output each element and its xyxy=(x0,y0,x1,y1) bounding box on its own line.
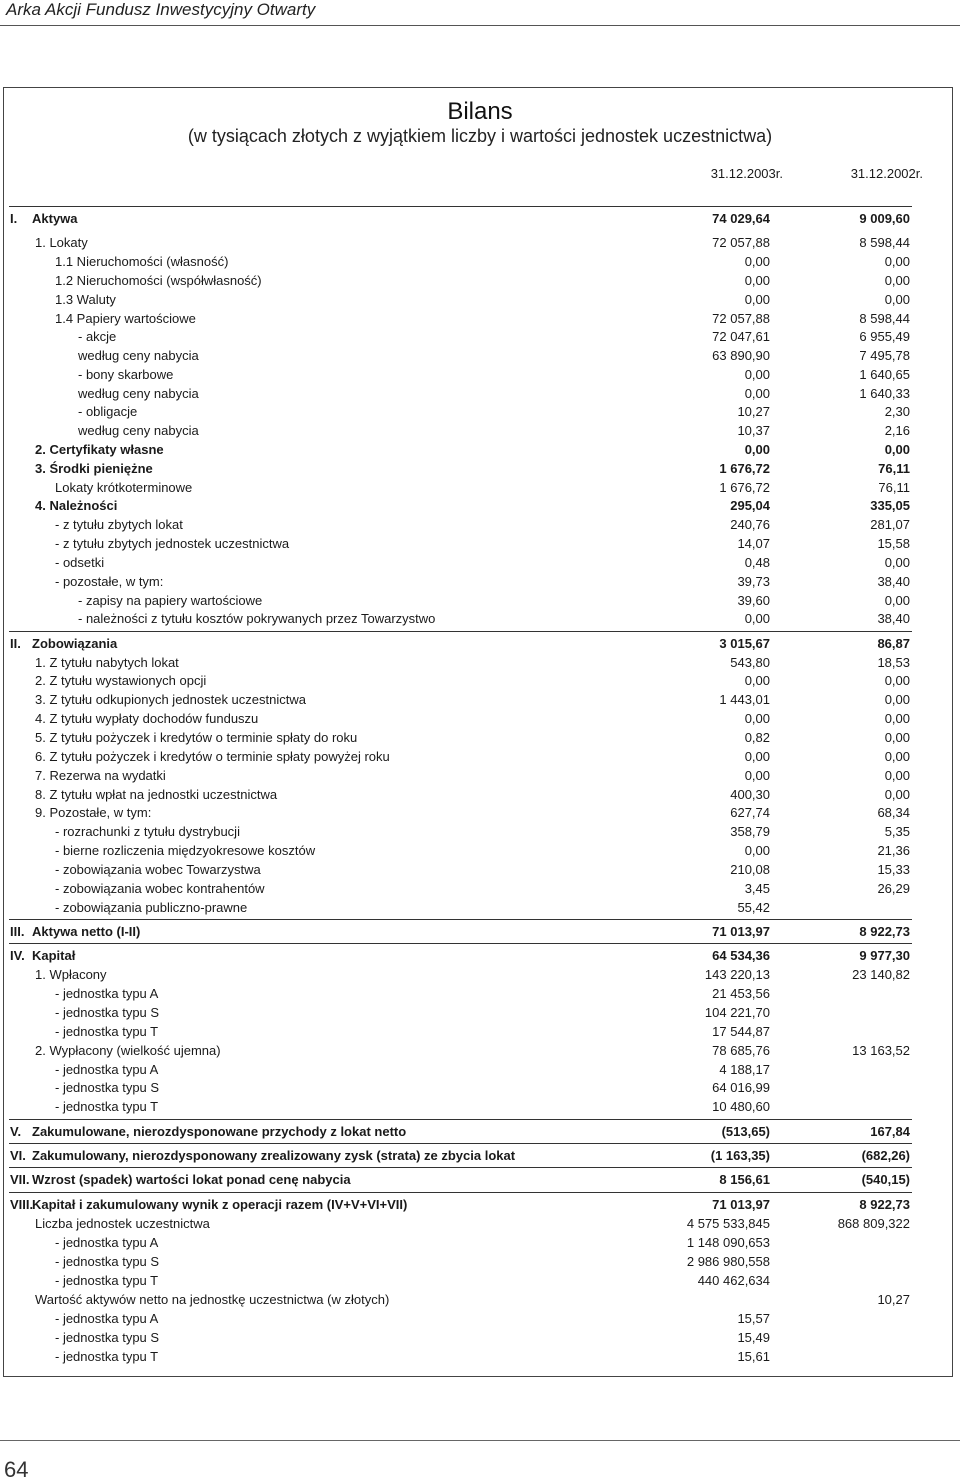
balance-sheet-title: Bilans xyxy=(447,98,513,125)
row-label: - jednostka typu A xyxy=(55,1062,159,1077)
row-value-2002: 0,00 xyxy=(884,254,910,269)
row-value-2003: 400,30 xyxy=(730,787,770,802)
row-value-2003: 71 013,97 xyxy=(712,924,770,939)
table-row xyxy=(0,766,960,785)
row-value-2002: 38,40 xyxy=(877,574,910,589)
table-row xyxy=(0,898,960,917)
table-row xyxy=(0,1170,960,1189)
row-value-2003: 143 220,13 xyxy=(704,967,770,982)
row-value-2002: 38,40 xyxy=(877,611,910,626)
row-label: Liczba jednostek uczestnictwa xyxy=(35,1216,210,1231)
row-label: - jednostka typu S xyxy=(55,1330,160,1345)
table-row xyxy=(0,534,960,553)
table-row xyxy=(0,1347,960,1366)
row-section-number: I. xyxy=(10,211,18,226)
row-label: - jednostka typu S xyxy=(55,1254,160,1269)
row-label: - zobowiązania wobec kontrahentów xyxy=(55,881,265,896)
row-value-2002: 281,07 xyxy=(870,517,910,532)
section-divider xyxy=(9,631,912,632)
row-value-2002: 0,00 xyxy=(884,555,910,570)
table-row xyxy=(0,1078,960,1097)
section-divider xyxy=(9,943,912,944)
table-row xyxy=(0,1252,960,1271)
footer-divider xyxy=(0,1440,960,1441)
row-value-2002: 0,00 xyxy=(884,692,910,707)
row-value-2003: 0,00 xyxy=(744,843,770,858)
table-row xyxy=(0,634,960,653)
row-value-2003: 55,42 xyxy=(737,900,770,915)
table-row xyxy=(0,728,960,747)
row-value-2002: 68,34 xyxy=(877,805,910,820)
table-row xyxy=(0,496,960,515)
header-divider xyxy=(0,25,960,26)
row-value-2003: 0,00 xyxy=(744,611,770,626)
row-value-2002: 167,84 xyxy=(870,1124,910,1139)
row-value-2002: (540,15) xyxy=(861,1172,910,1187)
table-row xyxy=(0,946,960,965)
section-divider xyxy=(9,1143,912,1144)
table-row xyxy=(0,785,960,804)
table-row xyxy=(0,290,960,309)
table-row xyxy=(0,515,960,534)
row-value-2002: 1 640,65 xyxy=(859,367,910,382)
table-row xyxy=(0,1195,960,1214)
table-row xyxy=(0,822,960,841)
table-row xyxy=(0,271,960,290)
row-value-2003: 14,07 xyxy=(737,536,770,551)
table-row xyxy=(0,879,960,898)
row-value-2003: 72 057,88 xyxy=(712,235,770,250)
row-label: - akcje xyxy=(78,329,117,344)
row-value-2003: 240,76 xyxy=(730,517,770,532)
row-value-2003: 15,61 xyxy=(737,1349,770,1364)
row-value-2002: 2,16 xyxy=(884,423,910,438)
row-value-2003: 0,00 xyxy=(744,386,770,401)
row-value-2002: 0,00 xyxy=(884,273,910,288)
table-row xyxy=(0,384,960,403)
row-label: - jednostka typu S xyxy=(55,1080,160,1095)
row-section-number: V. xyxy=(10,1124,22,1139)
table-row xyxy=(0,1328,960,1347)
row-value-2003: 78 685,76 xyxy=(712,1043,770,1058)
row-value-2002: 15,58 xyxy=(877,536,910,551)
table-row xyxy=(0,478,960,497)
row-value-2002: 0,00 xyxy=(884,442,910,457)
row-value-2003: 440 462,634 xyxy=(697,1273,770,1288)
row-label: - jednostka typu A xyxy=(55,986,159,1001)
row-value-2003: 71 013,97 xyxy=(712,1197,770,1212)
page-number: 64 xyxy=(4,1457,29,1482)
row-section-number: VII. xyxy=(10,1172,30,1187)
balance-sheet-subtitle: (w tysiącach złotych z wyjątkiem liczby i wartości jednostek uczestnictwa) xyxy=(187,126,773,146)
row-value-2003: 0,00 xyxy=(744,254,770,269)
table-row xyxy=(0,346,960,365)
row-value-2003: 295,04 xyxy=(730,498,770,513)
row-value-2003: 4 575 533,845 xyxy=(686,1216,770,1231)
row-value-2003: 15,49 xyxy=(737,1330,770,1345)
row-value-2003: 72 047,61 xyxy=(712,329,770,344)
row-label: według ceny nabycia xyxy=(78,348,199,363)
row-value-2002: 0,00 xyxy=(884,292,910,307)
row-label: Kapitał xyxy=(32,948,76,963)
row-value-2002: 8 922,73 xyxy=(859,924,910,939)
table-row xyxy=(0,402,960,421)
row-value-2002: 76,11 xyxy=(878,480,910,495)
row-value-2003: 10,27 xyxy=(737,404,770,419)
row-label: - bony skarbowe xyxy=(78,367,174,382)
row-label: Aktywa xyxy=(32,211,78,226)
row-value-2002: 6 955,49 xyxy=(859,329,910,344)
row-label: 1.4 Papiery wartościowe xyxy=(55,311,196,326)
row-value-2003: 21 453,56 xyxy=(712,986,770,1001)
table-row xyxy=(0,1022,960,1041)
row-value-2002: 0,00 xyxy=(884,749,910,764)
row-value-2002: 7 495,78 xyxy=(859,348,910,363)
column-header-2002: 31.12.2002r. xyxy=(850,166,923,181)
row-value-2002: 86,87 xyxy=(877,636,910,651)
row-value-2002: 26,29 xyxy=(877,881,910,896)
row-label: - bierne rozliczenia międzyokresowe kosztów xyxy=(55,843,316,858)
row-label: 1. Z tytułu nabytych lokat xyxy=(35,655,179,670)
row-value-2003: 3 015,67 xyxy=(719,636,770,651)
table-row xyxy=(0,252,960,271)
table-row xyxy=(0,1060,960,1079)
row-value-2003: 15,57 xyxy=(737,1311,770,1326)
row-value-2003: 2 986 980,558 xyxy=(686,1254,770,1269)
row-label: 1.2 Nieruchomości (współwłasność) xyxy=(55,273,262,288)
row-value-2002: 8 598,44 xyxy=(859,311,910,326)
row-label: - obligacje xyxy=(78,404,138,419)
row-label: - z tytułu zbytych jednostek uczestnictwa xyxy=(55,536,290,551)
row-value-2002: 0,00 xyxy=(884,711,910,726)
row-label: - jednostka typu A xyxy=(55,1235,159,1250)
row-value-2002: 8 598,44 xyxy=(859,235,910,250)
row-value-2003: 0,00 xyxy=(744,367,770,382)
table-row xyxy=(0,1271,960,1290)
row-value-2002: 23 140,82 xyxy=(852,967,910,982)
row-label: Aktywa netto (I-II) xyxy=(32,924,141,939)
row-value-2003: 17 544,87 xyxy=(712,1024,770,1039)
table-row xyxy=(0,1122,960,1141)
row-value-2002: 10,27 xyxy=(877,1292,910,1307)
row-value-2002: 18,53 xyxy=(877,655,910,670)
row-label: - odsetki xyxy=(55,555,105,570)
row-value-2003: 72 057,88 xyxy=(712,311,770,326)
section-divider xyxy=(9,206,912,207)
table-row xyxy=(0,421,960,440)
row-value-2003: 0,00 xyxy=(744,442,770,457)
table-row xyxy=(0,1290,960,1309)
row-label: 1. Wpłacony xyxy=(35,967,107,982)
row-value-2003: 4 188,17 xyxy=(719,1062,770,1077)
table-row xyxy=(0,209,960,228)
table-row xyxy=(0,690,960,709)
row-label: - z tytułu zbytych lokat xyxy=(55,517,183,532)
row-section-number: III. xyxy=(10,924,25,939)
row-value-2003: 0,00 xyxy=(744,749,770,764)
row-section-number: VIII. xyxy=(10,1197,34,1212)
row-value-2003: (1 163,35) xyxy=(710,1148,770,1163)
row-label: Lokaty krótkoterminowe xyxy=(55,480,193,495)
row-value-2002: 868 809,322 xyxy=(837,1216,910,1231)
row-value-2002: 8 922,73 xyxy=(859,1197,910,1212)
table-row xyxy=(0,1041,960,1060)
row-label: 4. Należności xyxy=(35,498,118,513)
row-label: Wartość aktywów netto na jednostkę uczestnictwa (w złotych) xyxy=(35,1292,390,1307)
table-row xyxy=(0,709,960,728)
row-value-2003: 3,45 xyxy=(744,881,770,896)
row-label: 7. Rezerwa na wydatki xyxy=(35,768,166,783)
row-label: 8. Z tytułu wpłat na jednostki uczestnictwa xyxy=(35,787,278,802)
row-label: - zapisy na papiery wartościowe xyxy=(78,593,263,608)
row-value-2002: 0,00 xyxy=(884,730,910,745)
row-value-2003: 10,37 xyxy=(737,423,770,438)
row-value-2003: 10 480,60 xyxy=(712,1099,770,1114)
row-value-2002: 9 009,60 xyxy=(859,211,910,226)
row-value-2002: 335,05 xyxy=(870,498,910,513)
row-label: 5. Z tytułu pożyczek i kredytów o terminie spłaty do roku xyxy=(35,730,358,745)
row-label: 2. Wypłacony (wielkość ujemna) xyxy=(35,1043,221,1058)
row-value-2003: 0,00 xyxy=(744,273,770,288)
row-value-2002: 0,00 xyxy=(884,593,910,608)
row-value-2003: 0,00 xyxy=(744,768,770,783)
table-row xyxy=(0,365,960,384)
table-row xyxy=(0,1214,960,1233)
row-label: Zobowiązania xyxy=(32,636,118,651)
document-header-title: Arka Akcji Fundusz Inwestycyjny Otwarty xyxy=(6,0,316,19)
row-label: Kapitał i zakumulowany wynik z operacji razem (IV+V+VI+VII) xyxy=(32,1197,408,1212)
row-label: 9. Pozostałe, w tym: xyxy=(35,805,152,820)
row-label: 2. Certyfikaty własne xyxy=(35,442,164,457)
row-label: - jednostka typu S xyxy=(55,1005,160,1020)
row-label: Zakumulowane, nierozdysponowane przychody z lokat netto xyxy=(32,1124,407,1139)
row-label: według ceny nabycia xyxy=(78,386,199,401)
table-row xyxy=(0,609,960,628)
row-value-2002: 9 977,30 xyxy=(859,948,910,963)
row-value-2002: 15,33 xyxy=(877,862,910,877)
row-value-2003: 63 890,90 xyxy=(712,348,770,363)
table-row xyxy=(0,1146,960,1165)
row-value-2003: (513,65) xyxy=(721,1124,770,1139)
table-row xyxy=(0,1233,960,1252)
row-value-2003: 0,00 xyxy=(744,673,770,688)
section-divider xyxy=(9,1119,912,1120)
table-row xyxy=(0,591,960,610)
row-value-2003: 358,79 xyxy=(730,824,770,839)
table-row xyxy=(0,984,960,1003)
section-divider xyxy=(9,919,912,920)
row-value-2002: 0,00 xyxy=(884,673,910,688)
row-value-2002: 1 640,33 xyxy=(859,386,910,401)
table-row xyxy=(0,747,960,766)
row-value-2003: 8 156,61 xyxy=(719,1172,770,1187)
table-row xyxy=(0,440,960,459)
row-label: - zobowiązania wobec Towarzystwa xyxy=(55,862,261,877)
table-row xyxy=(0,1003,960,1022)
row-label: 3. Z tytułu odkupionych jednostek uczestnictwa xyxy=(35,692,306,707)
row-label: - jednostka typu T xyxy=(55,1349,159,1364)
row-label: Wzrost (spadek) wartości lokat ponad cenę nabycia xyxy=(32,1172,351,1187)
row-label: 1.1 Nieruchomości (własność) xyxy=(55,254,229,269)
row-value-2003: 210,08 xyxy=(730,862,770,877)
row-label: - pozostałe, w tym: xyxy=(55,574,164,589)
column-header-2003: 31.12.2003r. xyxy=(710,166,783,181)
row-value-2003: 627,74 xyxy=(730,805,770,820)
row-label: - należności z tytułu kosztów pokrywanych przez Towarzystwo xyxy=(78,611,436,626)
row-section-number: II. xyxy=(10,636,21,651)
table-row xyxy=(0,233,960,252)
row-value-2002: 0,00 xyxy=(884,768,910,783)
row-value-2003: 0,82 xyxy=(744,730,770,745)
table-row xyxy=(0,860,960,879)
row-label: - zobowiązania publiczno-prawne xyxy=(55,900,248,915)
row-value-2002: (682,26) xyxy=(861,1148,910,1163)
table-row xyxy=(0,1097,960,1116)
row-value-2003: 0,48 xyxy=(744,555,770,570)
table-row xyxy=(0,671,960,690)
row-value-2003: 64 534,36 xyxy=(712,948,770,963)
section-divider xyxy=(9,1167,912,1168)
row-value-2003: 543,80 xyxy=(730,655,770,670)
section-divider xyxy=(9,1192,912,1193)
row-value-2003: 39,73 xyxy=(737,574,770,589)
table-row xyxy=(0,841,960,860)
row-value-2002: 76,11 xyxy=(878,461,910,476)
row-value-2003: 1 443,01 xyxy=(719,692,770,707)
row-label: według ceny nabycia xyxy=(78,423,199,438)
row-label: Zakumulowany, nierozdysponowany zrealizowany zysk (strata) ze zbycia lokat xyxy=(32,1148,516,1163)
row-label: 1. Lokaty xyxy=(35,235,88,250)
table-row xyxy=(0,965,960,984)
row-label: 6. Z tytułu pożyczek i kredytów o terminie spłaty powyżej roku xyxy=(35,749,390,764)
table-row xyxy=(0,459,960,478)
table-row xyxy=(0,309,960,328)
table-row xyxy=(0,922,960,941)
row-value-2003: 1 676,72 xyxy=(719,461,770,476)
row-value-2003: 1 676,72 xyxy=(719,480,770,495)
row-value-2002: 5,35 xyxy=(884,824,910,839)
table-row xyxy=(0,553,960,572)
row-label: 4. Z tytułu wypłaty dochodów funduszu xyxy=(35,711,259,726)
row-label: - jednostka typu T xyxy=(55,1099,159,1114)
row-value-2002: 2,30 xyxy=(884,404,910,419)
row-value-2003: 1 148 090,653 xyxy=(686,1235,770,1250)
row-value-2002: 13 163,52 xyxy=(852,1043,910,1058)
row-label: 2. Z tytułu wystawionych opcji xyxy=(35,673,207,688)
row-value-2003: 0,00 xyxy=(744,711,770,726)
row-section-number: VI. xyxy=(10,1148,26,1163)
row-value-2003: 104 221,70 xyxy=(704,1005,770,1020)
table-row xyxy=(0,572,960,591)
row-label: 1.3 Waluty xyxy=(55,292,116,307)
table-row xyxy=(0,803,960,822)
row-value-2003: 39,60 xyxy=(737,593,770,608)
row-value-2003: 64 016,99 xyxy=(712,1080,770,1095)
row-value-2002: 21,36 xyxy=(877,843,910,858)
table-row xyxy=(0,653,960,672)
row-section-number: IV. xyxy=(10,948,25,963)
row-label: - jednostka typu T xyxy=(55,1273,159,1288)
table-row xyxy=(0,327,960,346)
row-value-2003: 74 029,64 xyxy=(712,211,770,226)
row-label: 3. Środki pieniężne xyxy=(35,461,153,476)
row-value-2002: 0,00 xyxy=(884,787,910,802)
row-label: - rozrachunki z tytułu dystrybucji xyxy=(55,824,240,839)
row-label: - jednostka typu A xyxy=(55,1311,159,1326)
table-row xyxy=(0,1309,960,1328)
row-label: - jednostka typu T xyxy=(55,1024,159,1039)
row-value-2003: 0,00 xyxy=(744,292,770,307)
